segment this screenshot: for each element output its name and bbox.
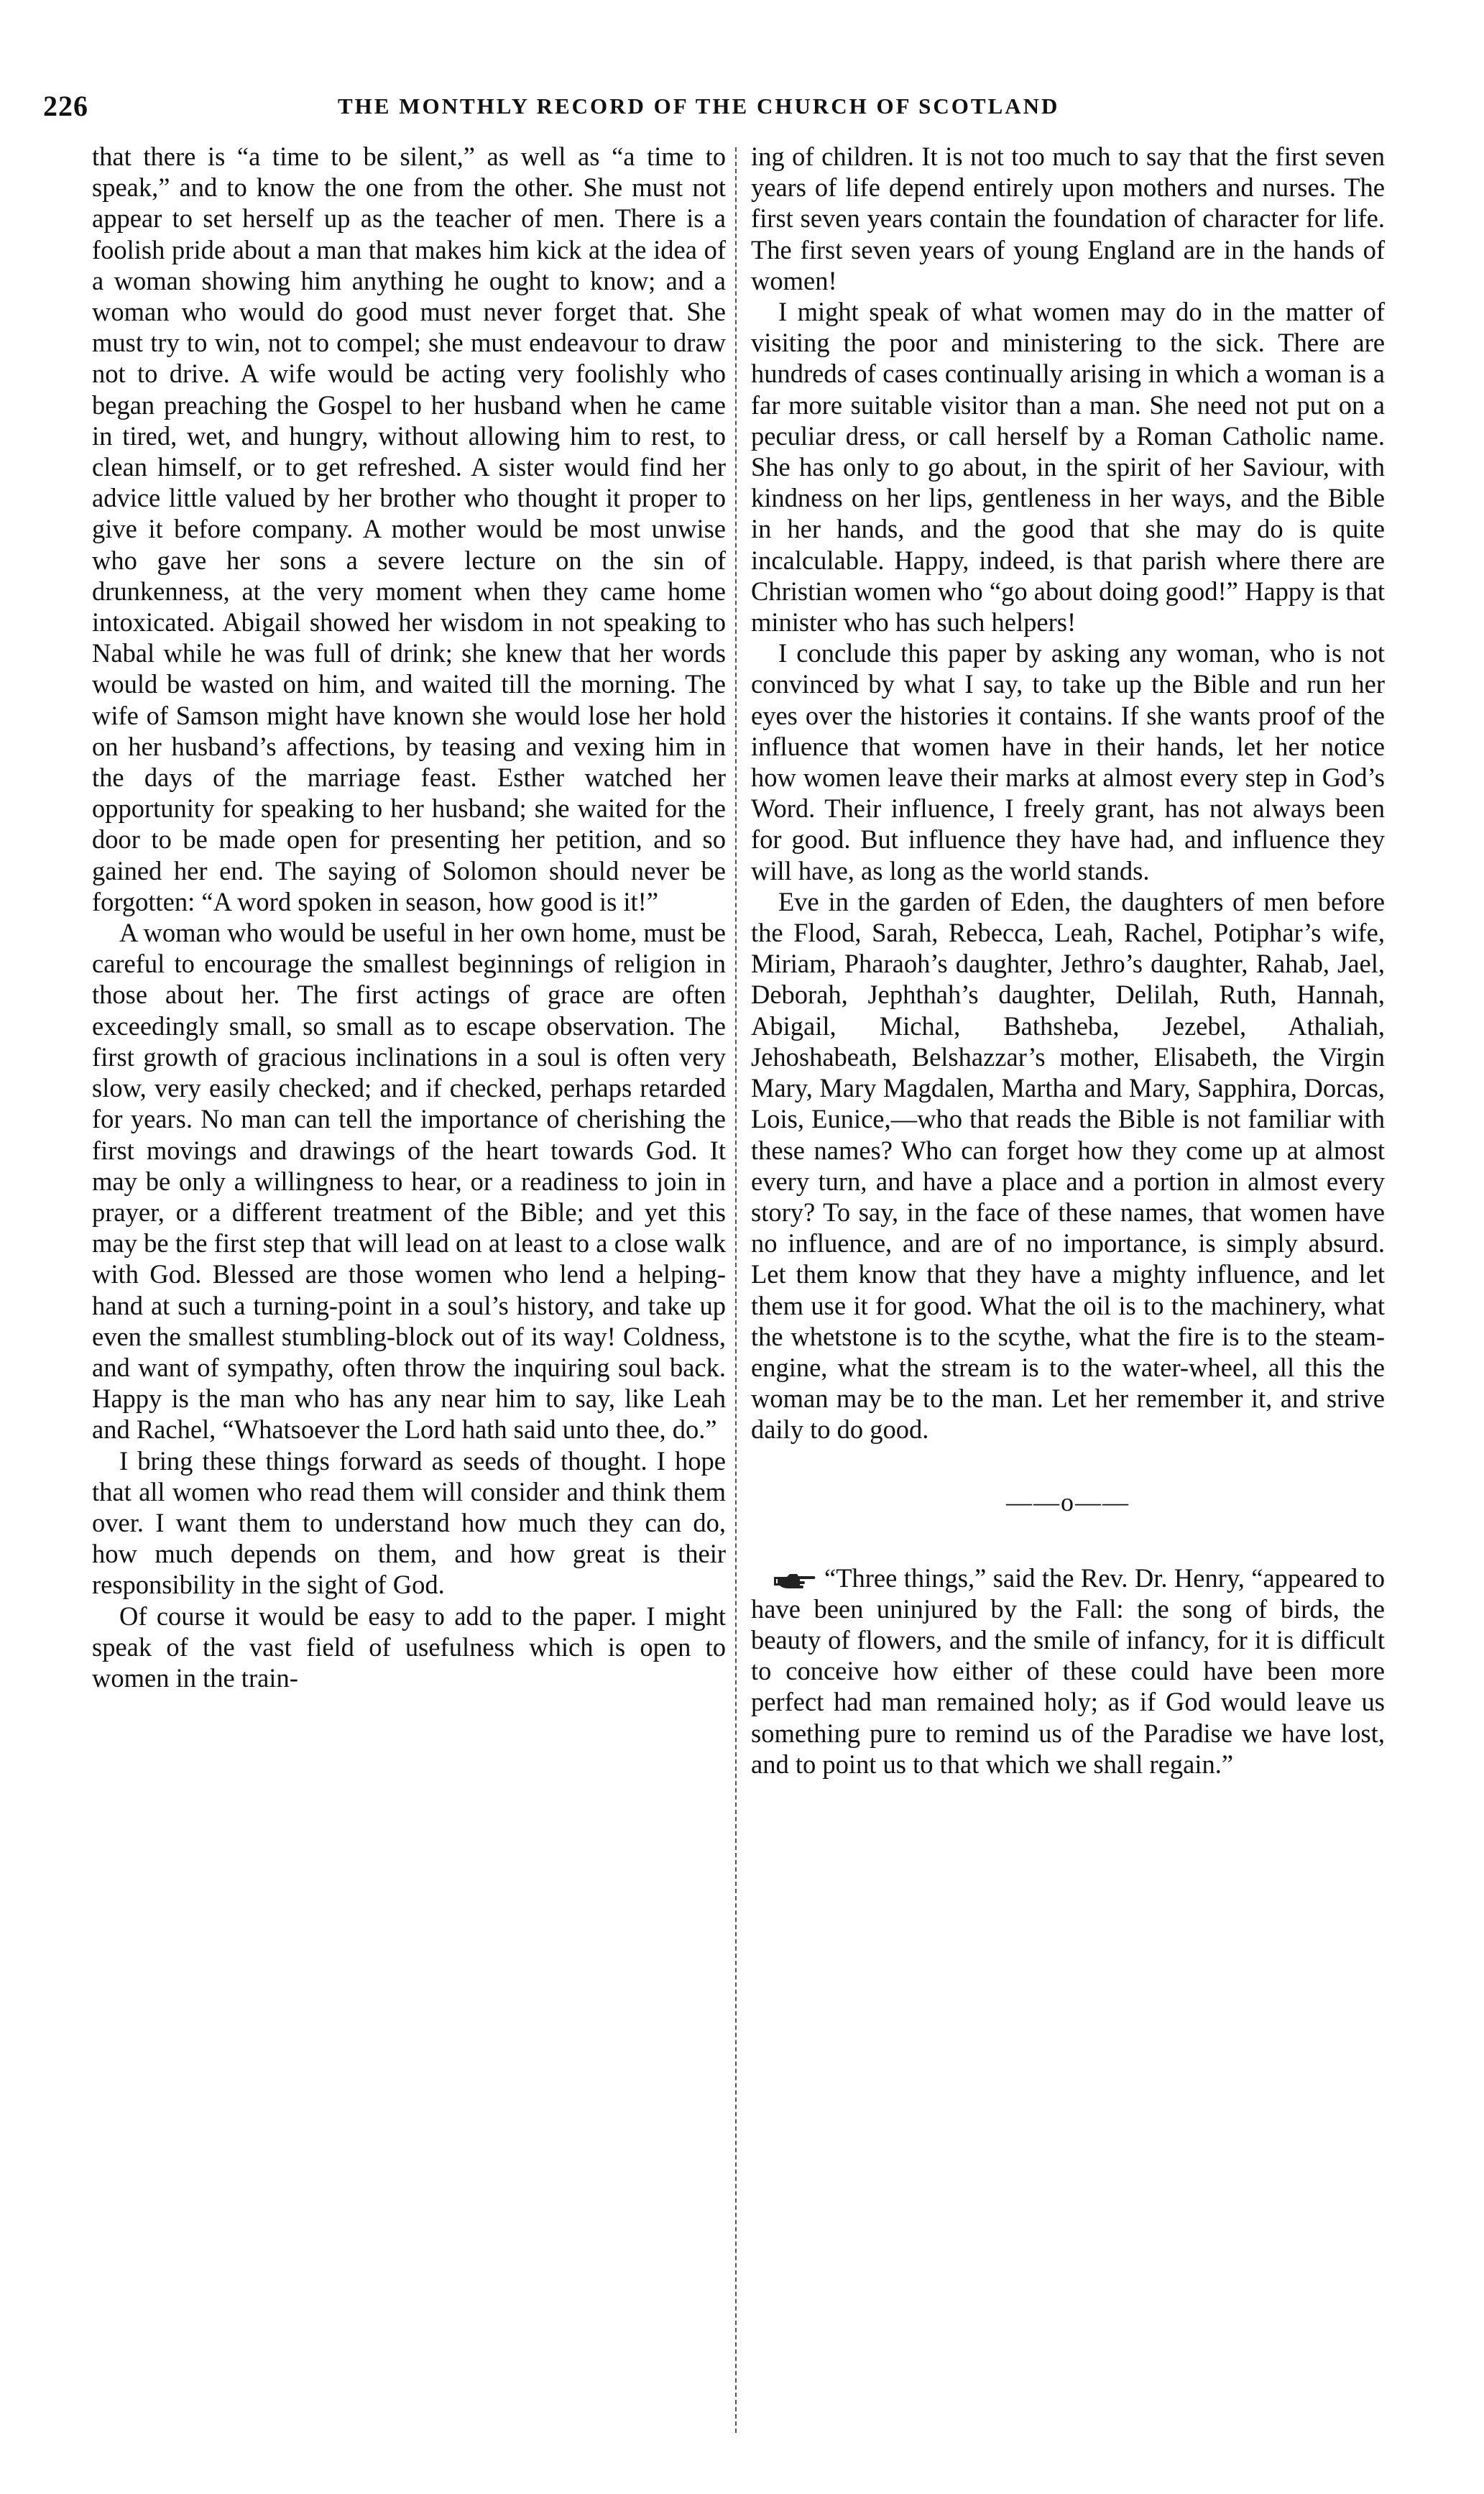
- left-paragraph-4: Of course it would be easy to add to the paper. I might speak of the vast field of usefulness which is open to women in the train-: [92, 1601, 726, 1693]
- journal-title: THE MONTHLY RECORD OF THE CHURCH OF SCOTLAND: [338, 93, 1060, 119]
- pointing-hand-icon: [773, 1570, 817, 1591]
- left-column: [92, 141, 726, 1693]
- right-paragraph-1: ing of children. It is not too much to say that the first seven years of life depend entirely upon mothers and nurses. The first seven years contain the foundation of character for life. The first seven years of young England are in the hands of women!: [751, 142, 1385, 295]
- column-divider: [735, 147, 737, 2433]
- left-paragraph-2: A woman who would be useful in her own home, must be careful to encourage the smallest beginnings of religion in those about her. The first actings of grace are often exceedingly small, so small as to escape observation. The first growth of gracious inclinations in a soul is often very slow, very easily checked; and if checked, perhaps retarded for years. No man can tell the importance of cherishing the first movings and drawings of the heart towards God. It may be only a willingness to hear, or a readiness to join in prayer, or a different treatment of the Bible; and yet this may be the first step that will lead on at least to a close walk with God. Blessed are those women who lend a helping-hand at such a turning-point in a soul’s history, and take up even the smallest stumbling-block out of its way! Coldness, and want of sympathy, often throw the inquiring soul back. Happy is the man who has any near him to say, like Leah and Rachel, “Whatsoever the Lord hath said unto thee, do.”: [92, 918, 726, 1445]
- quote-paragraph: [751, 1563, 1385, 1780]
- left-paragraph-3: I bring these things forward as seeds of thought. I hope that all women who read them will consider and think them over. I want them to understand how much they can do, how much depends on them, and how great is their responsibility in the sight of God.: [92, 1445, 726, 1600]
- left-paragraph-1: that there is “a time to be silent,” as well as “a time to speak,” and to know the one from the other. She must not appear to set herself up as the teacher of men. There is a foolish pride about a man that makes him kick at the idea of a woman showing him anything he ought to know; and a woman who would do good must never forget that. She must try to win, not to compel; she must endeavour to draw not to drive. A wife would be acting very foolishly who began preaching the Gospel to her husband when he came in tired, wet, and hungry, without allowing him to rest, to clean himself, or to get refreshed. A sister would find her advice little valued by her brother who thought it proper to give it before company. A mother would be most unwise who gave her sons a severe lecture on the sin of drunkenness, at the very moment when they came home intoxicated. Abigail showed her wisdom in not speaking to Nabal while he was full of drink; she knew that her words would be wasted on him, and waited till the morning. The wife of Samson might have known she would lose her hold on her husband’s affections, by teasing and vexing him in the days of the marriage feast. Esther watched her opportunity for speaking to her husband; she waited for the door to be made open for presenting her petition, and so gained her end. The saying of Solomon should never be forgotten: “A word spoken in season, how good is it!”: [92, 142, 726, 916]
- right-column: [751, 141, 1385, 1780]
- quote-text: “Three things,” said the Rev. Dr. Henry, “appeared to have been uninjured by the Fall: the song of birds, the beauty of flowers, and the smile of infancy, for it is difficult to conceive how either of these could have been more perfect had man remained holy; as if God would leave us something pure to remind us of the Paradise we have lost, and to point us to that which we shall regain.”: [751, 1563, 1385, 1779]
- right-paragraph-4: Eve in the garden of Eden, the daughters of men before the Flood, Sarah, Rebecca, Leah, Rachel, Potiphar’s wife, Miriam, Pharaoh’s daughter, Jethro’s daughter, Rahab, Jael, Deborah, Jephthah’s daughter, Delilah, Ruth, Hannah, Abigail, Michal, Bathsheba, Jezebel, Athaliah, Jehoshabeath, Belshazzar’s mother, Elisabeth, the Virgin Mary, Mary Magdalen, Martha and Mary, Sapphira, Dorcas, Lois, Eunice,—who that reads the Bible is not familiar with these names? Who can forget how they come up at almost every turn, and have a place and a portion in almost every story? To say, in the face of these names, that women have no influence, and are of no importance, is simply absurd. Let them know that they have a mighty influence, and let them use it for good. What the oil is to the machinery, what the whetstone is to the scythe, what the fire is to the steam-engine, what the stream is to the water-wheel, all this the woman may be to the man. Let her remember it, and strive daily to do good.: [751, 886, 1385, 1445]
- section-separator: ——o——: [1006, 1487, 1130, 1517]
- right-paragraph-2: I might speak of what women may do in the matter of visiting the poor and ministering to the sick. There are hundreds of cases continually arising in which a woman is a far more suitable visitor than a man. She need not put on a peculiar dress, or call herself by a Roman Catholic name. She has only to go about, in the spirit of her Saviour, with kindness on her lips, gentleness in her ways, and the Bible in her hands, and the good that she may do is quite incalculable. Happy, indeed, is that parish where there are Christian women who “go about doing good!” Happy is that minister who has such helpers!: [751, 297, 1385, 638]
- running-header: [43, 85, 1164, 128]
- page-number: 226: [43, 90, 88, 122]
- right-paragraph-3: I conclude this paper by asking any woman, who is not convinced by what I say, to take up the Bible and run her eyes over the histories it contains. If she wants proof of the influence that women have in their hands, let her notice how women leave their marks at almost every step in God’s Word. Their influence, I freely grant, has not always been for good. But influence they have had, and influence they will have, as long as the world stands.: [751, 638, 1385, 885]
